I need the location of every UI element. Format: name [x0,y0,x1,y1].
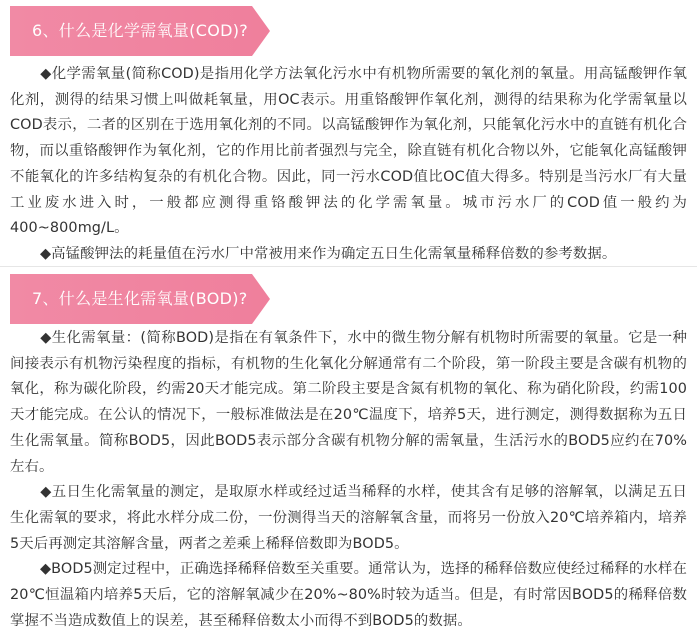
paragraph: ◆五日生化需氧量的测定，是取原水样或经过适当稀释的水样，使其含有足够的溶解氧，以满足五日生化需氧的要求，将此水样分成二份，一份测得当天的溶解氧含量，而将另一份放入20℃培养箱内，培养5天后再测定其溶解含量，两者之差乘上稀释倍数即为BOD5。 [10,484,687,552]
paragraph: ◆BOD5测定过程中，正确选择稀释倍数至关重要。通常认为，选择的稀释倍数应使经过稀释的水样在20℃恒温箱内培养5天后，它的溶解氧减少在20%~80%时较为适当。但是，有时常因BOD5的稀释倍数掌握不当造成数值上的误差，甚至稀释倍数太小而得不到BOD5的数据。 [10,561,687,629]
paragraph: ◆高锰酸钾法的耗量值在污水厂中常被用来作为确定五日生化需氧量稀释倍数的参考数据。 [40,245,617,262]
section-bod-body [0,326,697,634]
section-divider [0,266,697,267]
section-title: 6、什么是化学需氧量(COD)? [32,21,249,40]
section-heading-bod [10,274,697,324]
section-heading-cod [10,6,697,56]
section-title: 7、什么是生化需氧量(BOD)? [32,289,248,308]
section-bod [0,274,697,324]
paragraph: ◆化学需氧量(简称COD)是指用化学方法氧化污水中有机物所需要的氧化剂的氧量。用高锰酸钾作氧化剂，测得的结果习惯上叫做耗氧量，用OC表示。用重铬酸钾作氧化剂，测得的结果称为化学需氧量以COD表示，二者的区别在于选用氧化剂的不同。以高锰酸钾作为氧化剂，只能氧化污水中的直链有机化合物，而以重铬酸钾作为氧化剂，它的作用比前者强烈与完全，除直链有机化合物以外，它能氧化高锰酸钾不能氧化的许多结构复杂的有机化合物。因此，同一污水COD值比OC值大得多。特别是当污水厂有大量工业废水进入时，一般都应测得重铬酸钾法的化学需氧量。城市污水厂的COD值一般约为400~800mg/L。 [10,66,687,237]
section-cod-body [0,62,697,268]
section-cod [0,6,697,56]
paragraph: ◆生化需氧量：(简称BOD)是指在有氧条件下，水中的微生物分解有机物时所需要的氧量。它是一种间接表示有机物污染程度的指标，有机物的生化氧化分解通常有二个阶段，第一阶段主要是含碳有机物的氧化，称为碳化阶段，约需20天才能完成。第二阶段主要是含氮有机物的氧化、称为硝化阶段，约需100天才能完成。在公认的情况下，一般标准做法是在20℃温度下，培养5天，进行测定，测得数据称为五日生化需氧量。简称BOD5，因此BOD5表示部分含碳有机物分解的需氧量，生活污水的BOD5应约在70%左右。 [10,330,687,475]
